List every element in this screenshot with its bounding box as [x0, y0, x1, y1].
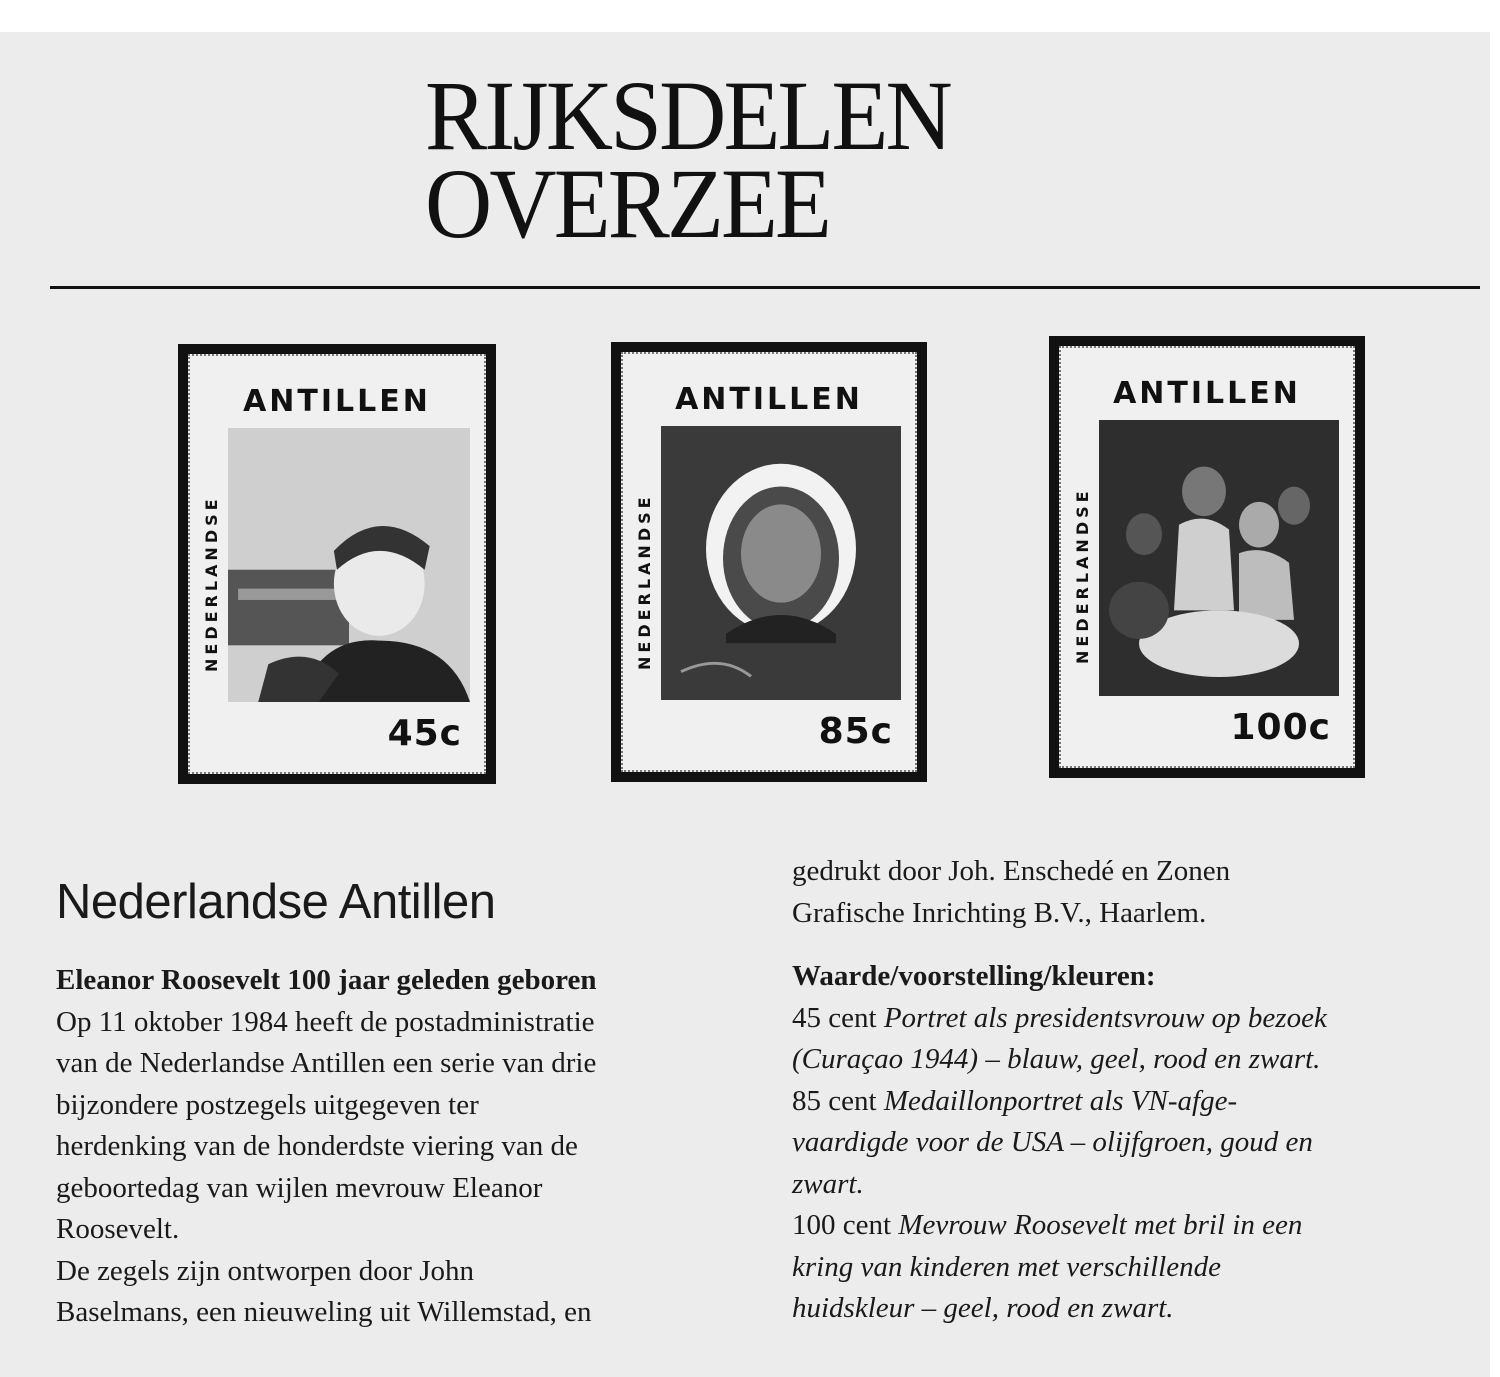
value-description: Portret als presidentsvrouw op bezoek — [883, 1001, 1327, 1034]
value-description: zwart. — [792, 1167, 864, 1200]
article-line: gedrukt door Joh. Enschedé en Zonen — [792, 855, 1231, 887]
stamp-country-side: NEDERLANDSE — [635, 493, 654, 671]
stamp-medallion-image — [661, 426, 901, 700]
article-left-column — [56, 960, 756, 1334]
value-description: Medaillonportret als VN-afge- — [883, 1084, 1238, 1117]
article-line: De zegels zijn ontworpen door John — [56, 1254, 474, 1287]
stamp-value: 85c — [818, 711, 893, 752]
article-line: Baselmans, een nieuweling uit Willemstad, en — [56, 1296, 592, 1328]
stamp-portrait-image — [228, 428, 470, 702]
value-description: Mevrouw Roosevelt met bril in een — [898, 1209, 1303, 1241]
headline-line-2: OVERZEE — [425, 148, 830, 259]
article-line: Op 11 oktober 1984 heeft de postadministratie — [56, 1005, 595, 1038]
value-amount: 45 cent — [792, 1001, 877, 1034]
headline-line-1: RIJKSDELEN — [425, 60, 950, 171]
article-line: herdenking van de honderdste viering van de — [56, 1130, 578, 1162]
value-entry-45 — [792, 998, 1482, 1081]
values-heading: Waarde/voorstelling/kleuren: — [792, 960, 1156, 992]
value-entry-85 — [792, 1081, 1482, 1206]
value-description: kring van kinderen met verschillende — [792, 1250, 1221, 1283]
article-line: van de Nederlandse Antillen een serie van drie — [56, 1047, 597, 1079]
headline — [425, 60, 1132, 259]
header-rule — [50, 286, 1480, 289]
value-amount: 85 cent — [792, 1084, 877, 1117]
stamp-country-top: ANTILLEN — [1113, 376, 1301, 411]
article-subheading: Eleanor Roosevelt 100 jaar geleden geboren — [56, 964, 597, 996]
stamp-country-top: ANTILLEN — [243, 384, 431, 419]
stamp-100c — [1049, 336, 1365, 778]
stamp-value: 100c — [1230, 707, 1331, 748]
stamp-85c — [611, 342, 927, 782]
newspaper-clipping — [0, 32, 1490, 1377]
stamp-country-top: ANTILLEN — [675, 382, 863, 417]
article-line: geboortedag van wijlen mevrouw Eleanor — [56, 1171, 543, 1204]
stamp-value: 45c — [387, 713, 462, 754]
stamp-children-image — [1099, 420, 1339, 696]
stamp-45c — [178, 344, 496, 784]
value-description: huidskleur – geel, rood en zwart. — [792, 1292, 1174, 1324]
stamp-country-side: NEDERLANDSE — [202, 495, 221, 673]
article-right-column — [792, 851, 1482, 1330]
value-description: (Curaçao 1944) – blauw, geel, rood en zwart. — [792, 1043, 1321, 1075]
value-entry-100 — [792, 1205, 1482, 1330]
value-amount: 100 cent — [792, 1209, 892, 1241]
article-line: bijzondere postzegels uitgegeven ter — [56, 1088, 479, 1121]
value-description: vaardigde voor de USA – olijfgroen, goud en — [792, 1126, 1313, 1158]
article-line: Grafische Inrichting B.V., Haarlem. — [792, 896, 1207, 929]
stamp-country-side: NEDERLANDSE — [1073, 487, 1092, 665]
section-title: Nederlandse Antillen — [56, 875, 496, 929]
article-line: Roosevelt. — [56, 1213, 180, 1245]
